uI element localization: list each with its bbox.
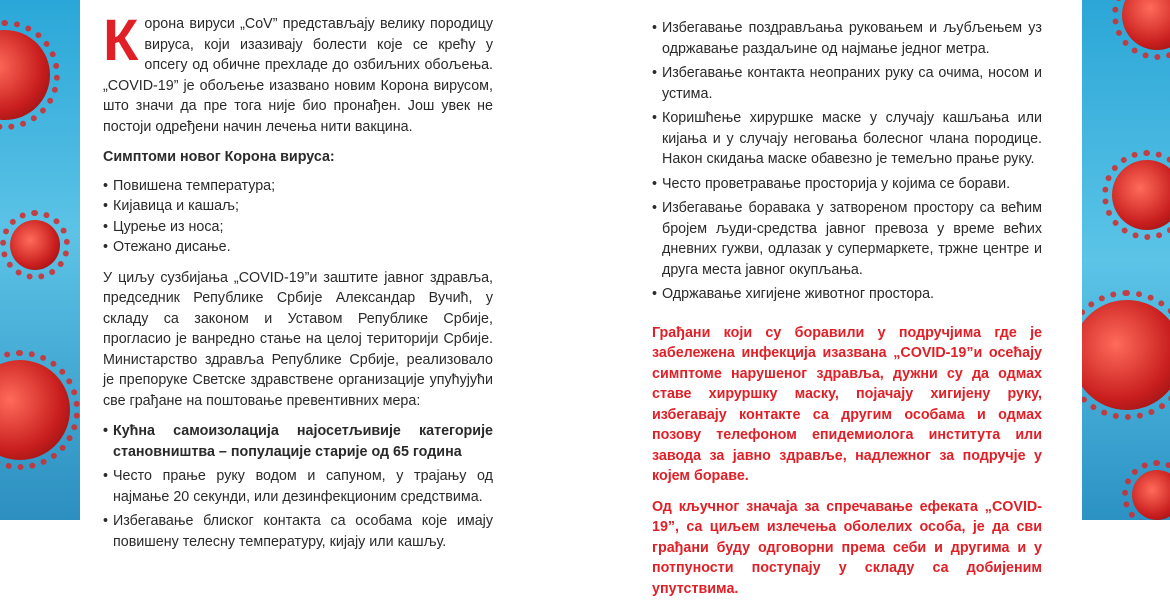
symptoms-list bbox=[103, 176, 493, 258]
closing-paragraph: Од кључног значаја за спречавање ефеката „COVID-19”, са циљем излечења оболелих особа, је да сви грађани буду одговорни према себи и другима и у потпуности поступају у складу са добијеним упутствима. bbox=[652, 498, 1042, 597]
list-item: • Кућна самоизолација најосетљивије категорије становништва – популације старије од 65 година bbox=[103, 421, 493, 462]
list-item: • Цурење из носа; bbox=[103, 217, 493, 238]
list-item: • Избегавање поздрављања руковањем и љубљењем уз одржавање раздаљине од најмање једног метра. bbox=[652, 18, 1042, 59]
symptoms-heading: Симптоми новог Корона вируса: bbox=[103, 149, 335, 165]
list-item: • Често прање руку водом и сапуном, у трајању од најмање 20 секунди, или дезинфекционим средствима. bbox=[103, 466, 493, 507]
virus-icon bbox=[1112, 160, 1170, 230]
left-virus-illustration bbox=[0, 0, 80, 520]
measures-list-right bbox=[652, 18, 1042, 305]
measures-list-left bbox=[103, 421, 493, 552]
virus-icon bbox=[10, 220, 60, 270]
list-item: • Често проветравање просторија у којима се борави. bbox=[652, 174, 1042, 195]
right-column bbox=[652, 18, 1042, 609]
right-virus-illustration bbox=[1082, 0, 1170, 520]
left-column bbox=[103, 8, 493, 562]
list-item: • Отежано дисање. bbox=[103, 237, 493, 258]
list-item: • Кијавица и кашаљ; bbox=[103, 196, 493, 217]
dropcap: К bbox=[103, 8, 139, 73]
virus-icon bbox=[0, 30, 50, 120]
virus-icon bbox=[0, 360, 70, 460]
warning-paragraph: Грађани који су боравили у подручјима где је забележена инфекција изазвана „COVID-19”и осећају симптоме нарушеног здравља, дужни су да одмах ставе хируршку маску, појачају хигијену руку, избегавају контакте са другим особама и одмах позову телефоном епидемиолога института или завода за јавно здравље, надлежног за подручје у којем бораве. bbox=[652, 324, 1042, 484]
list-item: • Одржавање хигијене животног простора. bbox=[652, 284, 1042, 305]
intro-paragraph: Корона вируси „CoV” представљају велику породицу вируса, који изазивају болести које се крећу у опсегу од обичне прехладе до озбиљних обољења. „COVID-19” је обољење изазвано новим Корона вирусом, што значи да пре тога није био пронађен. Још увек не постоји одређени начин лечења нити вакцина. bbox=[103, 8, 493, 135]
list-item: • Повишена температура; bbox=[103, 176, 493, 197]
list-item: • Избегавање блиског контакта са особама које имају повишену телесну температуру, кијају или кашљу. bbox=[103, 511, 493, 552]
virus-icon bbox=[1132, 470, 1170, 520]
virus-icon bbox=[1082, 300, 1170, 410]
measures-intro-paragraph: У циљу сузбијања „COVID-19”и заштите јавног здравља, председник Републике Србије Александар Вучић, у складу са законом и Уставом Републике Србије, прогласио је ванредно стање на целој територији Србије. Министарство здравља Републике Србије, реализовало је препоруке Светске здравствене организације упућујући све грађане на поштовање превентивних мера: bbox=[103, 269, 493, 409]
list-item: • Избегавање боравака у затвореном простору са већим бројем људи-средства јавног превоза у време већих дневних гужви, одлазак у супермаркете, тржне центре и друга места јавног окупљања. bbox=[652, 198, 1042, 280]
list-item: • Избегавање контакта неопраних руку са очима, носом и устима. bbox=[652, 63, 1042, 104]
list-item: • Коришћење хируршке маске у случају кашљања или кијања и у случају неговања болесног члана породице. Након скидања маске обавезно је темељно прање руку. bbox=[652, 108, 1042, 170]
virus-icon bbox=[1122, 0, 1170, 50]
